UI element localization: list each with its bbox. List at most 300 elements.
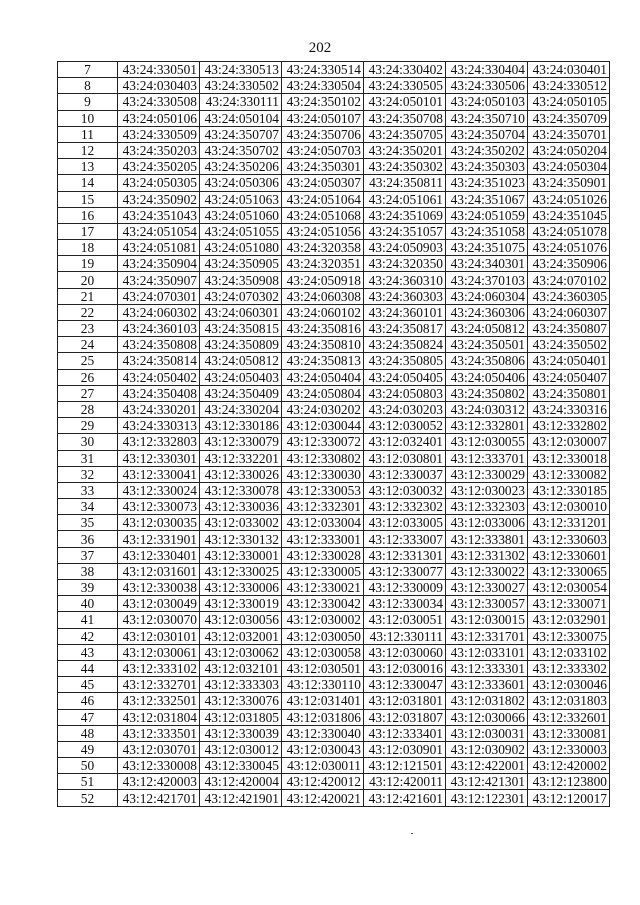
- cadastral-number-cell: 43:24:350702: [200, 142, 282, 158]
- cadastral-number-cell: 43:24:060307: [528, 304, 610, 320]
- table-row: [58, 531, 610, 547]
- cadastral-number-cell: 43:12:420002: [528, 758, 610, 774]
- cadastral-number-cell: 43:12:330037: [364, 466, 446, 482]
- table-row: [58, 337, 610, 353]
- row-number: 14: [58, 175, 118, 191]
- cadastral-number-cell: 43:24:050104: [200, 110, 282, 126]
- cadastral-number-cell: 43:12:330008: [118, 758, 200, 774]
- cadastral-number-cell: 43:24:050402: [118, 369, 200, 385]
- row-number: 50: [58, 758, 118, 774]
- table-row: [58, 450, 610, 466]
- cadastral-number-cell: 43:12:333001: [282, 531, 364, 547]
- cadastral-number-cell: 43:24:051063: [200, 191, 282, 207]
- cadastral-number-cell: 43:24:350102: [282, 94, 364, 110]
- cadastral-number-cell: 43:24:330504: [282, 78, 364, 94]
- cadastral-number-cell: 43:12:332501: [118, 693, 200, 709]
- row-number: 8: [58, 78, 118, 94]
- row-number: 39: [58, 580, 118, 596]
- row-number: 43: [58, 644, 118, 660]
- cadastral-number-cell: 43:24:350205: [118, 159, 200, 175]
- cadastral-number-cell: 43:12:030061: [118, 644, 200, 660]
- cadastral-number-cell: 43:24:330201: [118, 401, 200, 417]
- cadastral-number-cell: 43:24:350704: [446, 126, 528, 142]
- cadastral-number-cell: 43:24:350811: [364, 175, 446, 191]
- cadastral-number-cell: 43:12:030049: [118, 596, 200, 612]
- cadastral-number-cell: 43:24:330506: [446, 78, 528, 94]
- cadastral-number-cell: 43:12:030066: [446, 709, 528, 725]
- cadastral-number-cell: 43:12:332802: [528, 418, 610, 434]
- cadastral-number-cell: 43:12:330006: [200, 580, 282, 596]
- cadastral-number-cell: 43:24:050306: [200, 175, 282, 191]
- cadastral-number-cell: 43:12:031805: [200, 709, 282, 725]
- cadastral-number-cell: 43:24:350805: [364, 353, 446, 369]
- row-number: 46: [58, 693, 118, 709]
- cadastral-number-cell: 43:12:330071: [528, 596, 610, 612]
- cadastral-number-cell: 43:24:351043: [118, 207, 200, 223]
- row-number: 19: [58, 256, 118, 272]
- cadastral-number-cell: 43:12:030010: [528, 499, 610, 515]
- table-row: [58, 321, 610, 337]
- row-number: 40: [58, 596, 118, 612]
- table-row: [58, 709, 610, 725]
- cadastral-number-cell: 43:12:333303: [200, 677, 282, 693]
- table-row: [58, 223, 610, 239]
- cadastral-number-cell: 43:24:360303: [364, 288, 446, 304]
- cadastral-number-cell: 43:12:330075: [528, 628, 610, 644]
- cadastral-number-cell: 43:12:330065: [528, 563, 610, 579]
- cadastral-number-cell: 43:24:070301: [118, 288, 200, 304]
- cadastral-number-cell: 43:12:330601: [528, 547, 610, 563]
- cadastral-number-cell: 43:24:050804: [282, 385, 364, 401]
- cadastral-number-cell: 43:24:350302: [364, 159, 446, 175]
- cadastral-number-cell: 43:24:351069: [364, 207, 446, 223]
- cadastral-number-cell: 43:12:421301: [446, 774, 528, 790]
- table-row: [58, 612, 610, 628]
- table-row: [58, 353, 610, 369]
- cadastral-number-cell: 43:24:370103: [446, 272, 528, 288]
- row-number: 20: [58, 272, 118, 288]
- cadastral-number-cell: 43:12:033006: [446, 515, 528, 531]
- cadastral-number-cell: 43:24:050403: [200, 369, 282, 385]
- cadastral-number-cell: 43:12:330018: [528, 450, 610, 466]
- cadastral-numbers-table: [57, 61, 610, 807]
- cadastral-number-cell: 43:24:330501: [118, 62, 200, 78]
- cadastral-number-cell: 43:24:330509: [118, 126, 200, 142]
- cadastral-number-cell: 43:24:350809: [200, 337, 282, 353]
- table-row: [58, 418, 610, 434]
- cadastral-number-cell: 43:24:350905: [200, 256, 282, 272]
- cadastral-number-cell: 43:24:050103: [446, 94, 528, 110]
- row-number: 48: [58, 725, 118, 741]
- cadastral-number-cell: 43:12:121501: [364, 758, 446, 774]
- cadastral-number-cell: 43:24:030312: [446, 401, 528, 417]
- cadastral-number-cell: 43:24:330502: [200, 78, 282, 94]
- cadastral-number-cell: 43:12:332302: [364, 499, 446, 515]
- cadastral-number-cell: 43:12:031803: [528, 693, 610, 709]
- cadastral-number-cell: 43:12:123800: [528, 774, 610, 790]
- table-row: [58, 110, 610, 126]
- cadastral-number-cell: 43:12:030050: [282, 628, 364, 644]
- row-number: 31: [58, 450, 118, 466]
- row-number: 26: [58, 369, 118, 385]
- cadastral-number-cell: 43:24:330514: [282, 62, 364, 78]
- cadastral-number-cell: 43:24:350902: [118, 191, 200, 207]
- cadastral-number-cell: 43:12:330022: [446, 563, 528, 579]
- row-number: 9: [58, 94, 118, 110]
- table-row: [58, 126, 610, 142]
- cadastral-number-cell: 43:24:360310: [364, 272, 446, 288]
- row-number: 23: [58, 321, 118, 337]
- cadastral-number-cell: 43:12:033102: [528, 644, 610, 660]
- cadastral-number-cell: 43:24:350206: [200, 159, 282, 175]
- cadastral-number-cell: 43:24:350907: [118, 272, 200, 288]
- cadastral-number-cell: 43:12:030902: [446, 741, 528, 757]
- cadastral-number-cell: 43:12:330027: [446, 580, 528, 596]
- cadastral-number-cell: 43:12:032001: [200, 628, 282, 644]
- cadastral-number-cell: 43:12:330081: [528, 725, 610, 741]
- cadastral-number-cell: 43:12:330077: [364, 563, 446, 579]
- row-number: 33: [58, 482, 118, 498]
- cadastral-number-cell: 43:24:051080: [200, 240, 282, 256]
- cadastral-number-cell: 43:12:332201: [200, 450, 282, 466]
- row-number: 15: [58, 191, 118, 207]
- table-row: [58, 401, 610, 417]
- cadastral-number-cell: 43:24:050903: [364, 240, 446, 256]
- cadastral-number-cell: 43:12:030044: [282, 418, 364, 434]
- table-row: [58, 758, 610, 774]
- cadastral-number-cell: 43:12:032101: [200, 660, 282, 676]
- cadastral-number-cell: 43:24:350901: [528, 175, 610, 191]
- cadastral-number-cell: 43:12:420012: [282, 774, 364, 790]
- cadastral-number-cell: 43:12:421601: [364, 790, 446, 806]
- scan-speck: [411, 833, 413, 834]
- cadastral-number-cell: 43:12:333302: [528, 660, 610, 676]
- cadastral-number-cell: 43:12:331301: [364, 547, 446, 563]
- cadastral-number-cell: 43:24:330508: [118, 94, 200, 110]
- cadastral-number-cell: 43:24:350817: [364, 321, 446, 337]
- cadastral-number-cell: 43:24:050101: [364, 94, 446, 110]
- cadastral-number-cell: 43:12:330082: [528, 466, 610, 482]
- cadastral-number-cell: 43:12:030055: [446, 434, 528, 450]
- cadastral-number-cell: 43:24:060304: [446, 288, 528, 304]
- cadastral-number-cell: 43:24:350904: [118, 256, 200, 272]
- cadastral-number-cell: 43:12:330019: [200, 596, 282, 612]
- table-row: [58, 677, 610, 693]
- cadastral-number-cell: 43:12:330040: [282, 725, 364, 741]
- cadastral-number-cell: 43:12:030060: [364, 644, 446, 660]
- row-number: 10: [58, 110, 118, 126]
- cadastral-number-cell: 43:12:330603: [528, 531, 610, 547]
- row-number: 47: [58, 709, 118, 725]
- cadastral-number-cell: 43:12:030801: [364, 450, 446, 466]
- cadastral-number-cell: 43:24:350801: [528, 385, 610, 401]
- cadastral-number-cell: 43:12:331901: [118, 531, 200, 547]
- table-row: [58, 240, 610, 256]
- row-number: 32: [58, 466, 118, 482]
- table-row: [58, 78, 610, 94]
- cadastral-number-cell: 43:24:350802: [446, 385, 528, 401]
- cadastral-number-cell: 43:24:050105: [528, 94, 610, 110]
- cadastral-number-cell: 43:24:350710: [446, 110, 528, 126]
- cadastral-number-cell: 43:24:350409: [200, 385, 282, 401]
- row-number: 52: [58, 790, 118, 806]
- cadastral-number-cell: 43:24:330204: [200, 401, 282, 417]
- cadastral-number-cell: 43:12:330005: [282, 563, 364, 579]
- table-row: [58, 385, 610, 401]
- cadastral-number-cell: 43:12:030032: [364, 482, 446, 498]
- cadastral-number-cell: 43:12:031801: [364, 693, 446, 709]
- row-number: 28: [58, 401, 118, 417]
- cadastral-number-cell: 43:24:351075: [446, 240, 528, 256]
- cadastral-number-cell: 43:12:330111: [364, 628, 446, 644]
- cadastral-number-cell: 43:24:330316: [528, 401, 610, 417]
- cadastral-number-cell: 43:24:350709: [528, 110, 610, 126]
- row-number: 22: [58, 304, 118, 320]
- cadastral-number-cell: 43:12:032401: [364, 434, 446, 450]
- cadastral-number-cell: 43:24:050106: [118, 110, 200, 126]
- cadastral-number-cell: 43:12:330047: [364, 677, 446, 693]
- cadastral-number-cell: 43:12:332301: [282, 499, 364, 515]
- table-row: [58, 466, 610, 482]
- cadastral-number-cell: 43:12:030051: [364, 612, 446, 628]
- table-row: [58, 159, 610, 175]
- table-row: [58, 256, 610, 272]
- cadastral-number-cell: 43:12:120017: [528, 790, 610, 806]
- cadastral-number-cell: 43:12:332803: [118, 434, 200, 450]
- cadastral-number-cell: 43:24:360103: [118, 321, 200, 337]
- cadastral-number-cell: 43:24:050407: [528, 369, 610, 385]
- cadastral-number-cell: 43:12:030046: [528, 677, 610, 693]
- cadastral-number-cell: 43:24:350303: [446, 159, 528, 175]
- cadastral-number-cell: 43:12:330802: [282, 450, 364, 466]
- cadastral-number-cell: 43:24:350824: [364, 337, 446, 353]
- table-body: [58, 62, 610, 807]
- cadastral-number-cell: 43:12:421901: [200, 790, 282, 806]
- cadastral-number-cell: 43:12:030011: [282, 758, 364, 774]
- row-number: 21: [58, 288, 118, 304]
- cadastral-number-cell: 43:24:050405: [364, 369, 446, 385]
- cadastral-number-cell: 43:24:060301: [200, 304, 282, 320]
- cadastral-number-cell: 43:24:050703: [282, 142, 364, 158]
- cadastral-number-cell: 43:12:420004: [200, 774, 282, 790]
- cadastral-number-cell: 43:12:031401: [282, 693, 364, 709]
- table-row: [58, 515, 610, 531]
- cadastral-number-cell: 43:12:332801: [446, 418, 528, 434]
- cadastral-number-cell: 43:12:330401: [118, 547, 200, 563]
- cadastral-number-cell: 43:12:330073: [118, 499, 200, 515]
- cadastral-number-cell: 43:24:351023: [446, 175, 528, 191]
- cadastral-number-cell: 43:24:051055: [200, 223, 282, 239]
- table-row: [58, 660, 610, 676]
- table-row: [58, 94, 610, 110]
- cadastral-number-cell: 43:12:330025: [200, 563, 282, 579]
- cadastral-number-cell: 43:12:330036: [200, 499, 282, 515]
- cadastral-number-cell: 43:12:330026: [200, 466, 282, 482]
- cadastral-number-cell: 43:24:030403: [118, 78, 200, 94]
- cadastral-number-cell: 43:24:350708: [364, 110, 446, 126]
- cadastral-number-cell: 43:24:350808: [118, 337, 200, 353]
- cadastral-number-cell: 43:24:330313: [118, 418, 200, 434]
- cadastral-number-cell: 43:12:420003: [118, 774, 200, 790]
- cadastral-number-cell: 43:24:050803: [364, 385, 446, 401]
- cadastral-number-cell: 43:24:330512: [528, 78, 610, 94]
- cadastral-number-cell: 43:24:051026: [528, 191, 610, 207]
- row-number: 27: [58, 385, 118, 401]
- table-row: [58, 482, 610, 498]
- cadastral-number-cell: 43:12:330045: [200, 758, 282, 774]
- cadastral-number-cell: 43:12:033004: [282, 515, 364, 531]
- cadastral-number-cell: 43:12:031804: [118, 709, 200, 725]
- cadastral-number-cell: 43:24:350705: [364, 126, 446, 142]
- cadastral-number-cell: 43:12:330076: [200, 693, 282, 709]
- row-number: 36: [58, 531, 118, 547]
- cadastral-number-cell: 43:24:051078: [528, 223, 610, 239]
- cadastral-number-cell: 43:24:330404: [446, 62, 528, 78]
- cadastral-number-cell: 43:12:330041: [118, 466, 200, 482]
- table-row: [58, 142, 610, 158]
- cadastral-number-cell: 43:24:050307: [282, 175, 364, 191]
- cadastral-number-cell: 43:12:030101: [118, 628, 200, 644]
- cadastral-number-cell: 43:12:031601: [118, 563, 200, 579]
- row-number: 11: [58, 126, 118, 142]
- cadastral-number-cell: 43:12:032901: [528, 612, 610, 628]
- table-row: [58, 596, 610, 612]
- cadastral-number-cell: 43:12:332303: [446, 499, 528, 515]
- cadastral-number-cell: 43:12:030070: [118, 612, 200, 628]
- table-row: [58, 191, 610, 207]
- cadastral-number-cell: 43:24:350202: [446, 142, 528, 158]
- cadastral-number-cell: 43:12:330030: [282, 466, 364, 482]
- row-number: 29: [58, 418, 118, 434]
- cadastral-number-cell: 43:12:330185: [528, 482, 610, 498]
- cadastral-number-cell: 43:24:050304: [528, 159, 610, 175]
- cadastral-number-cell: 43:24:360101: [364, 304, 446, 320]
- cadastral-number-cell: 43:12:030058: [282, 644, 364, 660]
- table-row: [58, 499, 610, 515]
- cadastral-number-cell: 43:24:051059: [446, 207, 528, 223]
- cadastral-number-cell: 43:12:330186: [200, 418, 282, 434]
- cadastral-number-cell: 43:24:030401: [528, 62, 610, 78]
- row-number: 49: [58, 741, 118, 757]
- cadastral-number-cell: 43:24:060102: [282, 304, 364, 320]
- cadastral-number-cell: 43:24:060308: [282, 288, 364, 304]
- table-row: [58, 725, 610, 741]
- row-number: 16: [58, 207, 118, 223]
- cadastral-number-cell: 43:24:050406: [446, 369, 528, 385]
- cadastral-number-cell: 43:12:333401: [364, 725, 446, 741]
- row-number: 25: [58, 353, 118, 369]
- cadastral-number-cell: 43:24:350201: [364, 142, 446, 158]
- cadastral-number-cell: 43:24:050204: [528, 142, 610, 158]
- cadastral-number-cell: 43:24:051068: [282, 207, 364, 223]
- table-row: [58, 741, 610, 757]
- row-number: 34: [58, 499, 118, 515]
- cadastral-number-cell: 43:12:030007: [528, 434, 610, 450]
- cadastral-number-cell: 43:24:051054: [118, 223, 200, 239]
- cadastral-number-cell: 43:12:333007: [364, 531, 446, 547]
- cadastral-number-cell: 43:12:330042: [282, 596, 364, 612]
- cadastral-number-cell: 43:24:330505: [364, 78, 446, 94]
- cadastral-number-cell: 43:12:122301: [446, 790, 528, 806]
- cadastral-number-cell: 43:24:330402: [364, 62, 446, 78]
- cadastral-number-cell: 43:24:330513: [200, 62, 282, 78]
- row-number: 13: [58, 159, 118, 175]
- cadastral-number-cell: 43:12:421701: [118, 790, 200, 806]
- cadastral-number-cell: 43:24:051056: [282, 223, 364, 239]
- row-number: 18: [58, 240, 118, 256]
- table-row: [58, 547, 610, 563]
- cadastral-number-cell: 43:12:330301: [118, 450, 200, 466]
- cadastral-number-cell: 43:24:051076: [528, 240, 610, 256]
- cadastral-number-cell: 43:12:330057: [446, 596, 528, 612]
- cadastral-number-cell: 43:12:030035: [118, 515, 200, 531]
- cadastral-number-cell: 43:24:350815: [200, 321, 282, 337]
- cadastral-number-cell: 43:24:320351: [282, 256, 364, 272]
- cadastral-number-cell: 43:24:350502: [528, 337, 610, 353]
- cadastral-number-cell: 43:24:051064: [282, 191, 364, 207]
- table-row: [58, 580, 610, 596]
- table-row: [58, 563, 610, 579]
- cadastral-number-cell: 43:12:030501: [282, 660, 364, 676]
- cadastral-number-cell: 43:12:330132: [200, 531, 282, 547]
- table-row: [58, 62, 610, 78]
- cadastral-number-cell: 43:24:050305: [118, 175, 200, 191]
- cadastral-number-cell: 43:12:033005: [364, 515, 446, 531]
- cadastral-number-cell: 43:12:333102: [118, 660, 200, 676]
- row-number: 38: [58, 563, 118, 579]
- cadastral-number-cell: 43:12:030015: [446, 612, 528, 628]
- cadastral-number-cell: 43:24:340301: [446, 256, 528, 272]
- cadastral-number-cell: 43:12:330072: [282, 434, 364, 450]
- cadastral-number-cell: 43:24:350408: [118, 385, 200, 401]
- row-number: 35: [58, 515, 118, 531]
- cadastral-number-cell: 43:12:333501: [118, 725, 200, 741]
- cadastral-number-cell: 43:12:030901: [364, 741, 446, 757]
- cadastral-number-cell: 43:12:330039: [200, 725, 282, 741]
- cadastral-number-cell: 43:24:350814: [118, 353, 200, 369]
- cadastral-number-cell: 43:24:351057: [364, 223, 446, 239]
- table-row: [58, 774, 610, 790]
- table-row: [58, 272, 610, 288]
- cadastral-number-cell: 43:24:050107: [282, 110, 364, 126]
- cadastral-number-cell: 43:12:420011: [364, 774, 446, 790]
- table-row: [58, 644, 610, 660]
- row-number: 41: [58, 612, 118, 628]
- cadastral-number-cell: 43:12:330028: [282, 547, 364, 563]
- cadastral-number-cell: 43:12:330003: [528, 741, 610, 757]
- cadastral-number-cell: 43:24:350706: [282, 126, 364, 142]
- cadastral-number-cell: 43:12:030031: [446, 725, 528, 741]
- cadastral-number-cell: 43:24:360305: [528, 288, 610, 304]
- cadastral-number-cell: 43:24:350807: [528, 321, 610, 337]
- cadastral-number-cell: 43:12:030062: [200, 644, 282, 660]
- table-row: [58, 288, 610, 304]
- cadastral-number-cell: 43:24:350906: [528, 256, 610, 272]
- table-row: [58, 434, 610, 450]
- cadastral-number-cell: 43:24:350908: [200, 272, 282, 288]
- cadastral-number-cell: 43:12:330001: [200, 547, 282, 563]
- cadastral-number-cell: 43:24:051060: [200, 207, 282, 223]
- cadastral-number-cell: 43:12:332701: [118, 677, 200, 693]
- cadastral-number-cell: 43:12:030701: [118, 741, 200, 757]
- table-row: [58, 304, 610, 320]
- cadastral-number-cell: 43:24:351067: [446, 191, 528, 207]
- cadastral-number-cell: 43:12:333601: [446, 677, 528, 693]
- cadastral-number-cell: 43:12:030002: [282, 612, 364, 628]
- cadastral-number-cell: 43:24:351045: [528, 207, 610, 223]
- cadastral-number-cell: 43:12:333801: [446, 531, 528, 547]
- cadastral-number-cell: 43:12:331302: [446, 547, 528, 563]
